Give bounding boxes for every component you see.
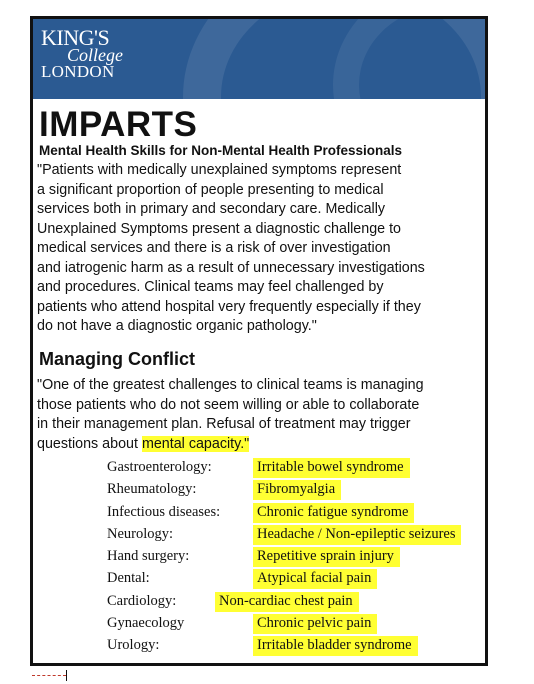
- footer-dashed-mark: [32, 675, 66, 676]
- specialty-label: Gastroenterology:: [107, 459, 212, 475]
- intro-paragraph: [37, 161, 485, 337]
- list-item: [33, 635, 488, 657]
- condition-highlight: Irritable bladder syndrome: [253, 636, 418, 656]
- text-cursor: [66, 670, 67, 681]
- specialty-condition-list: [33, 457, 488, 658]
- specialty-label: Urology:: [107, 637, 160, 654]
- banner-swirl-decoration-2: [333, 19, 485, 99]
- conflict-line-last: [37, 435, 488, 455]
- intro-line: a significant proportion of people presenting to medical: [37, 181, 384, 198]
- conflict-line: those patients who do not seem willing or able to collaborate: [37, 396, 420, 413]
- intro-line: "Patients with medically unexplained symptoms represent: [37, 162, 402, 178]
- specialty-label: Cardiology:: [107, 592, 177, 609]
- intro-line: and iatrogenic harm as a result of unnecessary investigations: [37, 259, 425, 276]
- condition-highlight: Irritable bowel syndrome: [253, 458, 410, 478]
- condition-highlight: Non-cardiac chest pain: [215, 592, 359, 612]
- list-item: [33, 568, 488, 590]
- condition-highlight: Chronic fatigue syndrome: [253, 503, 414, 523]
- intro-line: Unexplained Symptoms present a diagnostic challenge to: [37, 220, 401, 237]
- kings-college-london-logo: [41, 27, 123, 80]
- conflict-paragraph: [37, 376, 488, 454]
- condition-highlight: Fibromyalgia: [253, 480, 341, 500]
- specialty-label: Dental:: [107, 570, 150, 587]
- logo-line-2: College: [67, 45, 123, 65]
- condition-highlight: Chronic pelvic pain: [253, 614, 377, 634]
- header-banner: [33, 19, 485, 99]
- list-item: [33, 457, 488, 479]
- list-item: [33, 524, 488, 546]
- list-item: [33, 502, 488, 524]
- logo-line-1: KING'S: [41, 25, 110, 50]
- list-item: [33, 591, 488, 613]
- condition-highlight: Repetitive sprain injury: [253, 547, 400, 567]
- page-subtitle: Mental Health Skills for Non-Mental Health Professionals: [39, 143, 403, 158]
- list-item: [33, 479, 488, 501]
- specialty-label: Infectious diseases:: [107, 503, 221, 520]
- specialty-label: Hand surgery:: [107, 548, 190, 565]
- intro-line: patients who attend hospital very frequently especially if they: [37, 298, 421, 315]
- specialty-label: Rheumatology:: [107, 481, 197, 498]
- condition-highlight: Headache / Non-epileptic seizures: [253, 525, 461, 545]
- conflict-line-text: questions about: [37, 435, 142, 452]
- condition-highlight: Atypical facial pain: [253, 569, 377, 589]
- specialty-label: Neurology:: [107, 525, 174, 542]
- intro-line: medical services and there is a risk of over investigation: [37, 240, 391, 256]
- intro-line: and procedures. Clinical teams may feel challenged by: [37, 279, 384, 295]
- slide-frame: [30, 16, 488, 666]
- section-heading: Managing Conflict: [39, 349, 195, 369]
- list-item: [33, 613, 488, 635]
- intro-line: services both in primary and secondary care. Medically: [37, 201, 386, 217]
- conflict-line: in their management plan. Refusal of treatment may trigger: [37, 416, 411, 432]
- specialty-label: Gynaecology: [107, 615, 185, 632]
- list-item: [33, 546, 488, 568]
- intro-line: do not have a diagnostic organic pathology.": [37, 318, 317, 334]
- highlighted-phrase: mental capacity.": [141, 435, 250, 452]
- logo-line-3: LONDON: [41, 62, 115, 81]
- page-title: IMPARTS: [39, 105, 198, 144]
- conflict-line: "One of the greatest challenges to clinical teams is managing: [37, 377, 424, 393]
